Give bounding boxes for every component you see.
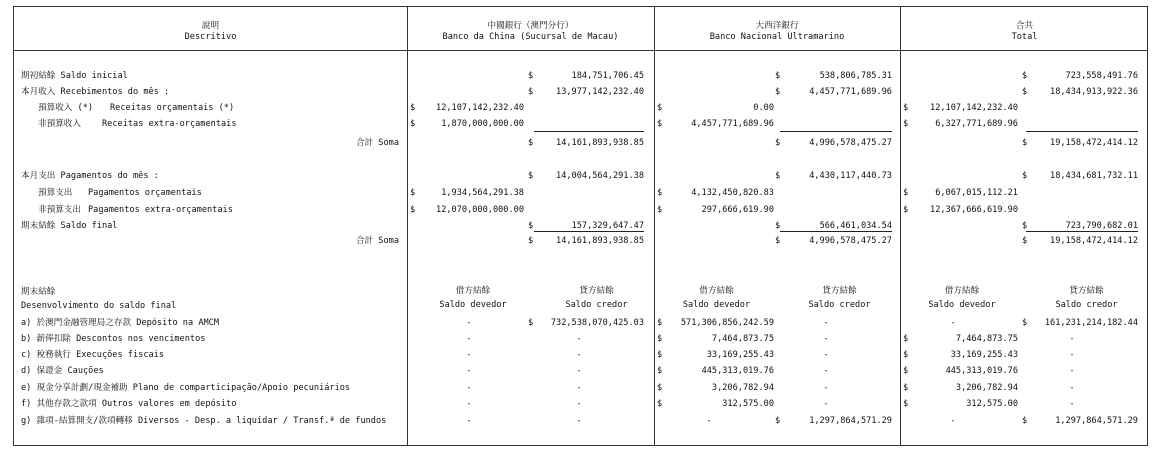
currency-sign: $ (1022, 138, 1028, 148)
row-label-saldo-final: 期末結餘 Saldo final (21, 221, 118, 231)
dev-row-label: c) 稅務執行 Execuções fiscais (21, 350, 165, 360)
col-divider (900, 7, 901, 445)
dev-cell-dash: - (823, 399, 829, 409)
currency-sign: $ (528, 87, 534, 97)
col-head-boc-cre-cn: 貸方結餘 (579, 286, 614, 296)
currency-sign: $ (1022, 221, 1028, 231)
currency-sign: $ (657, 350, 663, 360)
dev-cell-dash: - (950, 318, 956, 328)
currency-sign: $ (410, 119, 416, 129)
soma2-boc: 14,161,893,938.85 (556, 236, 644, 246)
dev-cell-dash: - (576, 334, 582, 344)
currency-sign: $ (775, 416, 781, 426)
row-label-pagamentos: 本月支出 Pagamentos do mês : (21, 171, 159, 181)
row-label-pag-orc-cn: 預算支出 (38, 188, 73, 198)
soma1-total: 19,158,472,414.12 (1050, 138, 1138, 148)
dev-cell-dash: - (1069, 350, 1075, 360)
currency-sign: $ (903, 334, 909, 344)
currency-sign: $ (1022, 416, 1028, 426)
currency-sign: $ (528, 171, 534, 181)
currency-sign: $ (775, 138, 781, 148)
dev-cell-dash: - (466, 383, 472, 393)
col-head-bnu-deb-pt: Saldo devedor (682, 300, 751, 310)
header-total: 合共 Total (1011, 21, 1038, 42)
currency-sign: $ (775, 221, 781, 231)
header-bnu: 大西洋銀行 Banco Nacional Ultramarino (709, 21, 845, 42)
dev-cell-dash: - (823, 366, 829, 376)
saldo-inicial-bnu: 538,806,785.31 (819, 71, 892, 81)
dev-cell-value: 1,297,864,571.29 (809, 416, 892, 426)
dev-cell-dash: - (466, 366, 472, 376)
sum-underline (534, 231, 644, 232)
pag-orc-bnu: 4,132,450,820.83 (691, 188, 774, 198)
currency-sign: $ (1022, 87, 1028, 97)
sum-underline (780, 131, 892, 132)
dev-cell-dash: - (950, 416, 956, 426)
dev-cell-value: 571,306,856,242.59 (680, 318, 774, 328)
col-head-boc-deb-pt: Saldo devedor (439, 300, 507, 310)
dev-cell-dash: - (706, 416, 712, 426)
pagam-bnu: 4,430,117,440.73 (809, 171, 892, 181)
dev-title-pt: Desenvolvimento do saldo final (21, 301, 177, 311)
sum-underline (780, 231, 892, 232)
rec-orc-total: 12,107,142,232.40 (930, 103, 1018, 113)
dev-cell-dash: - (823, 318, 829, 328)
soma2-total: 19,158,472,414.12 (1050, 236, 1138, 246)
row-label-pag-extra-pt: Pagamentos extra-orçamentais (88, 205, 233, 215)
currency-sign: $ (903, 119, 909, 129)
currency-sign: $ (657, 318, 663, 328)
col-head-bnu-deb-cn: 借方結餘 (699, 286, 734, 296)
row-label-recebimentos: 本月收入 Recebimentos do mês : (21, 87, 170, 97)
dev-cell-value: 445,313,019.76 (701, 366, 774, 376)
sum-underline (1026, 131, 1138, 132)
currency-sign: $ (903, 366, 909, 376)
currency-sign: $ (657, 366, 663, 376)
dev-cell-value: 312,575.00 (722, 399, 774, 409)
dev-cell-value: 33,169,255.43 (706, 350, 774, 360)
dev-cell-dash: - (823, 334, 829, 344)
dev-cell-dash: - (1069, 366, 1075, 376)
currency-sign: $ (903, 205, 909, 215)
dev-cell-value: 1,297,864,571.29 (1055, 416, 1138, 426)
col-head-tot-deb-cn: 借方結餘 (944, 286, 980, 296)
sum-underline (534, 131, 644, 132)
col-head-bnu-cre-cn: 貸方結餘 (822, 286, 857, 296)
currency-sign: $ (775, 236, 781, 246)
row-label-soma: 合計 Soma (355, 236, 399, 246)
dev-cell-dash: - (576, 399, 582, 409)
dev-cell-dash: - (576, 416, 582, 426)
statement-table (13, 6, 1148, 446)
currency-sign: $ (903, 399, 909, 409)
dev-cell-dash: - (466, 416, 472, 426)
col-divider (654, 7, 655, 445)
pag-extra-boc: 12,070,000,000.00 (436, 205, 524, 215)
saldo-final-bnu: 566,461,034.54 (819, 221, 892, 231)
dev-cell-dash: - (823, 350, 829, 360)
dev-row-label: f) 其他存款之款項 Outros valores em depósito (21, 399, 237, 409)
dev-cell-value: 445,313,019.76 (945, 366, 1018, 376)
col-divider (407, 7, 408, 445)
pagam-total: 18,434,681,732.11 (1050, 171, 1138, 181)
dev-row-label: d) 保證金 Cauções (21, 366, 104, 376)
currency-sign: $ (657, 383, 663, 393)
header-divider (14, 50, 1147, 51)
sum-underline (1026, 231, 1138, 232)
dev-title-cn: 期末結餘 (21, 287, 56, 297)
row-label-rec-extra-pt: Receitas extra-orçamentais (102, 119, 237, 129)
pag-orc-boc: 1,934,564,291.38 (441, 188, 524, 198)
col-head-boc-cre-pt: Saldo credor (565, 300, 628, 310)
receb-boc: 13,977,142,232.40 (556, 87, 644, 97)
currency-sign: $ (657, 188, 663, 198)
dev-cell-value: 33,169,255.43 (950, 350, 1018, 360)
currency-sign: $ (1022, 171, 1028, 181)
currency-sign: $ (775, 87, 781, 97)
soma2-bnu: 4,996,578,475.27 (809, 236, 892, 246)
pag-extra-total: 12,367,666,619.90 (930, 205, 1018, 215)
soma1-bnu: 4,996,578,475.27 (809, 138, 892, 148)
dev-cell-dash: - (1069, 399, 1075, 409)
dev-cell-value: 312,575.00 (966, 399, 1018, 409)
currency-sign: $ (410, 188, 416, 198)
dev-cell-dash: - (576, 383, 582, 393)
header-boc: 中國銀行（澳門分行） Banco da China (Sucursal de Macau) (442, 21, 619, 42)
saldo-inicial-boc: 184,751,706.45 (571, 71, 644, 81)
col-head-bnu-cre-pt: Saldo credor (808, 300, 871, 310)
receb-total: 18,434,913,922.36 (1050, 87, 1138, 97)
currency-sign: $ (410, 205, 416, 215)
row-label-saldo-inicial: 期初結餘 Saldo inicial (21, 71, 128, 81)
dev-cell-value: 732,538,070,425.03 (550, 318, 644, 328)
dev-cell-dash: - (466, 334, 472, 344)
currency-sign: $ (528, 138, 534, 148)
col-head-boc-deb-cn: 借方結餘 (455, 286, 491, 296)
saldo-final-total: 723,790,682.01 (1065, 221, 1138, 231)
currency-sign: $ (1022, 236, 1028, 246)
header-description: 說明 Descritivo (184, 21, 237, 42)
saldo-final-boc: 157,329,647.47 (571, 221, 644, 231)
currency-sign: $ (1022, 318, 1028, 328)
pag-extra-bnu: 297,666,619.90 (701, 205, 774, 215)
currency-sign: $ (775, 71, 781, 81)
col-head-tot-cre-cn: 貸方結餘 (1069, 286, 1104, 296)
dev-cell-value: 161,231,214,182.44 (1044, 318, 1138, 328)
rec-extra-boc: 1,870,000,000.00 (441, 119, 524, 129)
dev-row-label: a) 於澳門金融管理局之存款 Depósito na AMCM (21, 318, 220, 328)
dev-cell-dash: - (1069, 383, 1075, 393)
row-label-rec-extra-cn: 非預算收入 (38, 119, 81, 129)
pagam-boc: 14,004,564,291.38 (556, 171, 644, 181)
dev-cell-dash: - (466, 350, 472, 360)
currency-sign: $ (903, 383, 909, 393)
row-label-soma: 合計 Soma (355, 138, 399, 148)
rec-extra-total: 6,327,771,689.96 (935, 119, 1018, 129)
currency-sign: $ (903, 188, 909, 198)
currency-sign: $ (528, 318, 534, 328)
pag-orc-total: 6,067,015,112.21 (935, 188, 1018, 198)
currency-sign: $ (410, 103, 416, 113)
currency-sign: $ (657, 119, 663, 129)
dev-cell-dash: - (823, 383, 829, 393)
dev-row-label: e) 現金分享計劃/現金補助 Plano de comparticipação/Apoio pecuniários (21, 383, 351, 393)
row-label-pag-extra-cn: 非預算支出 (38, 205, 81, 215)
currency-sign: $ (1022, 71, 1028, 81)
currency-sign: $ (528, 236, 534, 246)
row-label-rec-orc-pt: Receitas orçamentais (*) (110, 103, 235, 113)
currency-sign: $ (657, 103, 663, 113)
dev-cell-dash: - (466, 318, 472, 328)
saldo-inicial-total: 723,558,491.76 (1065, 71, 1138, 81)
dev-cell-dash: - (576, 350, 582, 360)
col-head-tot-deb-pt: Saldo devedor (928, 300, 996, 310)
row-label-rec-orc-cn: 預算收入 (*) (38, 103, 94, 113)
currency-sign: $ (657, 205, 663, 215)
soma1-boc: 14,161,893,938.85 (556, 138, 644, 148)
dev-row-label: g) 雜項-結算開支/款項轉移 Diversos - Desp. a liquidar / Transf.ª de fundos (21, 416, 387, 426)
col-head-tot-cre-pt: Saldo credor (1055, 300, 1118, 310)
dev-cell-value: 7,464,873.75 (711, 334, 774, 344)
dev-cell-dash: - (1069, 334, 1075, 344)
dev-row-label: b) 薪俸扣除 Descontos nos vencimentos (21, 334, 206, 344)
currency-sign: $ (657, 399, 663, 409)
rec-orc-boc: 12,107,142,232.40 (436, 103, 524, 113)
currency-sign: $ (528, 71, 534, 81)
dev-cell-value: 3,206,782.94 (955, 383, 1018, 393)
receb-bnu: 4,457,771,689.96 (809, 87, 892, 97)
currency-sign: $ (528, 221, 534, 231)
rec-extra-bnu: 4,457,771,689.96 (691, 119, 774, 129)
currency-sign: $ (903, 103, 909, 113)
rec-orc-bnu: 0.00 (753, 103, 774, 113)
dev-cell-value: 7,464,873.75 (955, 334, 1018, 344)
currency-sign: $ (903, 350, 909, 360)
row-label-pag-orc-pt: Pagamentos orçamentais (88, 188, 202, 198)
dev-cell-dash: - (466, 399, 472, 409)
currency-sign: $ (657, 334, 663, 344)
currency-sign: $ (775, 171, 781, 181)
dev-cell-dash: - (576, 366, 582, 376)
dev-cell-value: 3,206,782.94 (711, 383, 774, 393)
